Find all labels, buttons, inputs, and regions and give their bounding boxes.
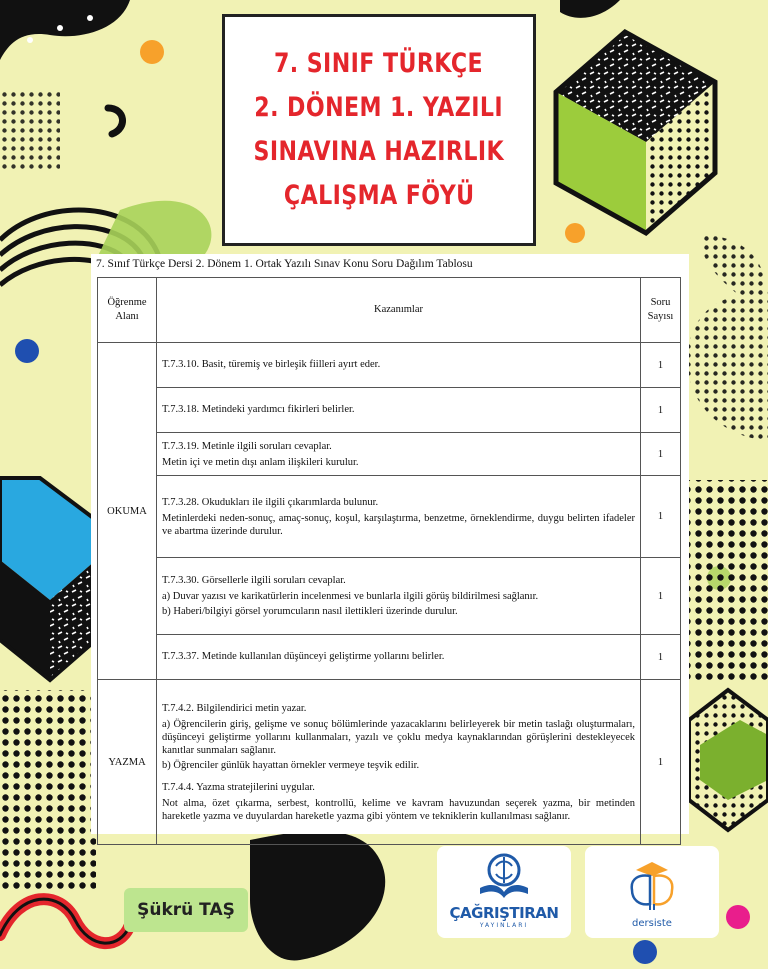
- title-line-4: ÇALIŞMA FÖYÜ: [283, 180, 475, 211]
- outcome-detail: Not alma, özet çıkarma, serbest, kontrollü, kelime ve kavram havuzundan seçerek yazma, bir metinden hareketle yazma ve duyulardan hareketle yazma gibi yöntem ve tekniklerin kullanılması sağlanır.: [162, 797, 635, 822]
- header-area-line1: Öğrenme: [107, 297, 147, 308]
- question-count: 1: [641, 635, 681, 680]
- publisher-name: ÇAĞRIŞTIRAN: [449, 904, 559, 922]
- outcome-cell: [157, 343, 641, 388]
- outcome-cell: [157, 558, 641, 635]
- table-row: [98, 476, 681, 558]
- dersiste-logo: [585, 846, 719, 938]
- outcome-detail: Metin içi ve metin dışı anlam ilişkileri kurulur.: [162, 456, 359, 468]
- question-count: 1: [641, 680, 681, 845]
- question-count: 1: [641, 476, 681, 558]
- table-row: [98, 343, 681, 388]
- table-row: [98, 558, 681, 635]
- title-line-3: SINAVINA HAZIRLIK: [253, 136, 505, 167]
- header-area-line2: Alanı: [115, 311, 139, 322]
- publisher-subtitle: YAYINLARI: [479, 922, 529, 929]
- title-line-1: 7. SINIF TÜRKÇE: [274, 48, 484, 79]
- outcome-detail: a) Duvar yazısı ve karikatürlerin incelenmesi ve bunlarla ilgili görüş bildirilmesi sağlanır.: [162, 591, 539, 602]
- header-count-line2: Sayısı: [647, 311, 674, 322]
- dersiste-name: dersiste: [632, 918, 672, 929]
- table-row: [98, 680, 681, 845]
- brain-icon: [622, 852, 682, 912]
- table-row: [98, 433, 681, 476]
- distribution-table: [97, 277, 681, 845]
- outcome-title: T.7.3.30. Görsellerle ilgili soruları cevaplar.: [162, 575, 346, 586]
- author-badge: Şükrü TAŞ: [124, 888, 248, 932]
- outcome-title: T.7.3.18. Metindeki yardımcı fikirleri belirler.: [162, 404, 355, 415]
- table-caption: 7. Sınıf Türkçe Dersi 2. Dönem 1. Ortak Yazılı Sınav Konu Soru Dağılım Tablosu: [96, 258, 473, 270]
- outcome-cell: [157, 433, 641, 476]
- table-row: [98, 635, 681, 680]
- table-header-row: [98, 278, 681, 343]
- outcome-title: T.7.3.28. Okudukları ile ilgili çıkarımlarda bulunur.: [162, 496, 379, 508]
- outcome-cell: [157, 388, 641, 433]
- area-yazma: YAZMA: [98, 680, 157, 845]
- outcome-title: T.7.3.19. Metinle ilgili soruları cevaplar.: [162, 440, 332, 452]
- spacer: [162, 772, 635, 781]
- title-box: [222, 14, 536, 246]
- brain-book-icon: [474, 852, 534, 900]
- outcome-cell: [157, 476, 641, 558]
- outcome-title: T.7.4.2. Bilgilendirici metin yazar.: [162, 702, 307, 714]
- title-line-2: 2. DÖNEM 1. YAZILI: [254, 92, 504, 123]
- question-count: 1: [641, 343, 681, 388]
- publisher-logo: [437, 846, 571, 938]
- outcome-title: T.7.4.4. Yazma stratejilerini uygular.: [162, 781, 315, 793]
- header-learning-area: [98, 278, 157, 343]
- question-count: 1: [641, 433, 681, 476]
- question-count: 1: [641, 388, 681, 433]
- outcome-detail: b) Öğrenciler günlük hayattan örnekler vermeye teşvik edilir.: [162, 759, 420, 771]
- outcome-cell: [157, 680, 641, 845]
- area-okuma: OKUMA: [98, 343, 157, 680]
- outcome-cell: [157, 635, 641, 680]
- outcome-detail: Metinlerdeki neden-sonuç, amaç-sonuç, koşul, karşılaştırma, benzetme, örneklendirme, duygu belirten ifadeler ve abartma üzerinde durulur.: [162, 512, 635, 537]
- outcome-title: T.7.3.10. Basit, türemiş ve birleşik fiilleri ayırt eder.: [162, 359, 381, 370]
- outcome-title: T.7.3.37. Metinde kullanılan düşünceyi geliştirme yollarını belirler.: [162, 651, 445, 662]
- header-outcomes: Kazanımlar: [157, 278, 641, 343]
- outcome-detail: a) Öğrencilerin giriş, gelişme ve sonuç bölümlerinde yazacaklarını belirleyerek bir metin taslağı oluşturmaları, düşünceyi geliştirme yollarını kullanmaları, yazılı ve çoklu medya kaynaklarından görüşlerini destekleyecek kanıtlar sunmaları sağlanır.: [162, 718, 635, 756]
- table-row: [98, 388, 681, 433]
- header-count-line1: Soru: [650, 297, 671, 308]
- outcome-detail: b) Haberi/bilgiyi görsel yorumcuların nasıl ilettikleri üzerinde durulur.: [162, 606, 458, 617]
- header-question-count: [641, 278, 681, 343]
- question-count: 1: [641, 558, 681, 635]
